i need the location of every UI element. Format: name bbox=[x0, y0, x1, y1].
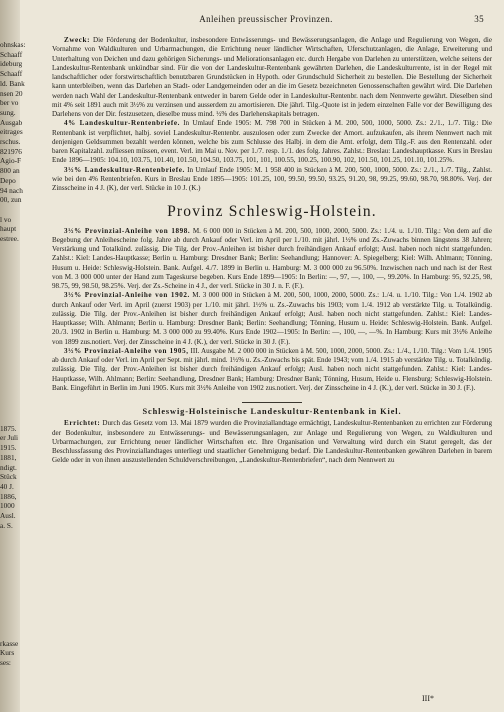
left-margin-fragments bbox=[0, 40, 36, 668]
paragraph-lead: 3½% Provinzial-Anleihe von 1902. bbox=[64, 291, 190, 300]
margin-fragment: nsen 20 bbox=[0, 88, 23, 98]
margin-fragment: Ausl. bbox=[0, 511, 16, 521]
margin-fragment: 94 nach bbox=[0, 185, 23, 195]
margin-fragment: estree. bbox=[0, 234, 19, 244]
paragraph-lead: 3½% Provinzial-Anleihe von 1898. bbox=[64, 226, 191, 235]
margin-fragment: eitrages bbox=[0, 127, 23, 137]
paragraph-body: Durch das Gesetz vom 13. Mai 1879 wurden die Provinziallandtage ermächtigt, Landeskultur-Rentenbanken zu errichten zur Förderung der Bodenkultur, insbesondere zu Entwässerungs- und Bewässerungsanlagen, zur Anlage und Regulierung von Wegen, zu Waldkulturen und Urbarmachungen, zur Errichtung neuer ländlicher Wirtschaften etc. Ihre Organisation und Verwaltung wird durch ein Statut geregelt, das der Beschlussfassung des Provinziallandtages unterliegt und staatlicher Genehmigung bedarf. Die Landeskultur-Rentenbanken gewähren Darlehen in barem Gelde oder in von ihnen auszustellenden Schuldverschreibungen, „Landeskultur-Rentenbriefen“, nach dem Nennwert zu bbox=[52, 419, 492, 465]
margin-fragment: sung. bbox=[0, 107, 16, 117]
paragraph-body: Die Förderung der Bodenkultur, insbesondere Entwässerungs- und Bewässerungsanlagen, die Anlage und Regulierung von Wegen, die Vornahme von Waldkulturen und Urbarmachungen, die Errichtung neuer ländlicher Wirtschaften, Uferschutzanlagen, die Anlage, Erweiterung und Unterhaltung von Deichen und dazu gehörigen Sicherungs- und Meliorationsanlagen etc. durch Hergabe von Darlehen zu unterstützen, welche seitens der Landeskultur-Rentenbank unkündbar sind. Für die von der Landeskultur-Rentenbank gewährten Darlehen, die Landeskulturrente, ist in der Regel mit landschaftlicher oder forstwirtschaftlich benutzbaren Grundstücken in Hypoth. oder Grundschuld Sicherheit zu bestellen. Die Bestellung der Sicherheit kann unterbleiben, wenn das Darlehen an Stadt- oder Landgemeinden oder an die im Gesetz bezeichneten Genossenschaften gewährt wird. Die Darlehen werden nach Wahl der Landeskultur-Rentenbank entweder in barem Gelde oder in Landeskultur-Rentenbr. nach dem Nennwerte gewährt. Dieselben sind mit 4% seit 1891 auch mit 3½% zu verzinsen und ausserdem zu amortisieren. Die jährl. Tilg.-Quote ist in jedem einzelnen Falle vor der Bewilligung des Darlehens von der Dir. festzusetzen, dieselbe muss mind. ½% des Darlehenskapitals betragen. bbox=[52, 36, 492, 118]
margin-fragment: Kurs bbox=[0, 648, 15, 658]
margin-fragment: 1886, bbox=[0, 491, 17, 501]
running-title: Anleihen preussischer Provinzen. bbox=[199, 14, 333, 24]
margin-fragment: Stück bbox=[0, 472, 17, 482]
paragraph-body: M. 3 000 000 in Stücken à M. 200, 500, 1000, 2000, 5000. Zs.: 1./4. u. 1./10. Tilg.: Von 1./4. 1902 ab durch Ankauf oder Verl. im April (zuerst 1903) per 1./10. mit jährl. 1½% u. Zs.-Zuwachs bis 1903; vom 1./4. 1912 ab verstärkte Tilg. u. Totalkündig. zulässig. Die Tilg. der Prov.-Anleihen ist bisher durch freihändigen Ankauf erfolgt; Ausl. haben noch nicht stattgefunden. Zahlst.: Kiel: Landes-Hauptkasse; Wilh. Ahlmann; Berlin u. Hamburg: Dresdner Bank; Berlin: Seehandlung; Tönning, Husum u. Heide: Schleswig-Holstein. Bank. Aufgel. 20./3. 1902 in Berlin u. Hamburg: M. 3 000 000 zu 99.40%. Kurs Ende 1902—1905: In Berlin: —, 100, —, —%. In Hamburg: Kurs mit 3½% Anleihe von 1899 zus.notiert. Verj. der Zinsscheine in 4 J. (K.), der verl. Stücke in 30 J. (F.). bbox=[52, 291, 492, 346]
margin-gap bbox=[0, 244, 36, 424]
main-text-column bbox=[52, 36, 492, 466]
signature-mark: III* bbox=[422, 694, 434, 703]
margin-fragment: Schaaff bbox=[0, 49, 23, 59]
paragraph bbox=[52, 347, 492, 393]
paragraph-body: In Umlauf Ende 1905: M. 1 958 400 in Stücken à M. 200, 500, 1000, 5000. Zs.: 2./1., 1./7. Tilg., Zahlst. wie bei den 4% Rentenbriefen. Kurs in Breslau Ende 1895—1905: 101.25, 100, 99.50, 99.50, 93.25, 91.20, 98, 99.25, 99.60, 98.70, 98.80%. Verj. der Zinsscheine in 4 J. (K), der verl. Stücke in 10 J. (K.) bbox=[52, 165, 492, 192]
margin-fragment: er Juli bbox=[0, 433, 19, 443]
margin-fragment: 40 J. bbox=[0, 481, 14, 491]
section-paragraphs bbox=[52, 419, 492, 465]
margin-fragment: ses: bbox=[0, 657, 11, 667]
province-paragraphs bbox=[52, 227, 492, 394]
paragraph-lead: 3½% Landeskultur-Rentenbriefe. bbox=[64, 165, 185, 174]
margin-fragment: rkasse bbox=[0, 638, 19, 648]
margin-fragment: Agio-F bbox=[0, 156, 22, 166]
paragraph-lead: Zweck: bbox=[64, 36, 91, 44]
margin-fragment: haupt bbox=[0, 224, 17, 234]
section-divider bbox=[242, 402, 302, 403]
top-paragraphs bbox=[52, 36, 492, 193]
margin-fragment: 1881, bbox=[0, 452, 17, 462]
margin-fragment: 800 an bbox=[0, 166, 20, 176]
margin-fragment: ndigt. bbox=[0, 462, 17, 472]
province-heading: Provinz Schleswig-Holstein. bbox=[167, 203, 377, 221]
paragraph-lead: Errichtet: bbox=[64, 419, 101, 428]
margin-fragment: a. S. bbox=[0, 520, 13, 530]
section-heading: Schleswig-Holsteinische Landeskultur-Rentenbank in Kiel. bbox=[142, 407, 402, 416]
margin-fragment: 1875. bbox=[0, 423, 17, 433]
margin-fragment: Schaaff bbox=[0, 69, 23, 79]
paragraph-lead: 4% Landeskultur-Rentenbriefe. bbox=[64, 119, 180, 128]
paragraph bbox=[52, 227, 492, 292]
margin-fragment: 00, zun bbox=[0, 195, 22, 205]
paragraph bbox=[52, 119, 492, 165]
paragraph-body: M. 6 000 000 in Stücken à M. 200, 500, 1000, 2000, 5000. Zs.: 1./4. u. 1./10. Tilg.: Von dem auf die Begebung der Anleihescheine folg. Jahre ab durch Ankauf oder Verl. im April per 1./10. mit jährl. 1½% und Zs.-Zuwachs binnen längstens 38 Jahren; Verstärkung und Totalkünd. zulässig. Die Tilg. der Prov.-Anleihen ist bisher durch freihändigen Ankauf erfolgt; Ausl. haben noch nicht stattgefunden. Zahlst.: Kiel: Landes-Hauptkasse; Berlin u. Hamburg: Dresdner Bank; Berlin: Seehandlung; Hannover: A. Spiegelberg; Kiel: Wilh. Ahlmann; Tönning, Husum u. Heide: Schleswig-Holstein. Bank. Aufgel. 4./7. 1899 in Berlin u. Hamburg: M. 3 000 000 zu 96.50%. Inzwischen nach und nach ist der Rest von M. 3 000 000 unter der Hand zum Tageskurse begeben. Kurs Ende 1899—1905: In Berlin: —, 97, —, 100, —, 99.20%. In Hamburg: 95, 92.25, 98, 98.75, 99, 98.50, 98.25%. Verj. der Zs.-Scheine in 4 J., der verl. Stücke in 30 J. n. F. (F.). bbox=[52, 226, 492, 290]
paragraph-lead: 3½% Provinzial-Anleihe von 1905, bbox=[64, 346, 189, 355]
paragraph bbox=[52, 166, 492, 194]
paragraph bbox=[52, 291, 492, 347]
margin-fragment: rschus. bbox=[0, 137, 21, 147]
running-header bbox=[44, 14, 488, 28]
paragraph-body: In Umlauf Ende 1905: M. 798 700 in Stücken à M. 200, 500, 1000, 5000. Zs.: 2./1., 1./7. Tilg.: Die Rentenbank ist verpflichtet, halbj. soviel Landeskultur-Rentenbr. auszulosen oder zum Zwecke der Amort. aufzukaufen, als ihrem Nennwert nach mit denjenigen Geldsummen bezahlt werden können, welche bis zum Schlusse des Halbj. in dem die Amt. erfolgt, dem Tilg.-F. aus den Rentenzahl. oder baren Kapitalzahl. zufliessen müssen, event. Verl. im Mai u. Nov. per 1./7. resp. 1./1. des folg. Jahres. Zahlst.: Breslau: Landeshauptkasse. Kurs in Breslau Ende 1896—1905: 104.10, 103.75, 101.40, 101.50, 104.50, 103.75, 101, 101, 100.55, 100.25, 100.90, 102, 101.50, 101.25, 101.10, 101.25%. bbox=[52, 119, 492, 165]
page-number: 35 bbox=[474, 14, 484, 24]
margin-fragment: 1915. bbox=[0, 443, 17, 453]
margin-fragment: ohnskas: bbox=[0, 40, 26, 49]
margin-fragment: Depo bbox=[0, 175, 16, 185]
margin-fragment: l vo bbox=[0, 214, 12, 224]
margin-fragment: ideburg bbox=[0, 59, 23, 69]
margin-fragment: 821976 bbox=[0, 146, 22, 156]
margin-fragment: ld. Bank bbox=[0, 78, 25, 88]
margin-fragment bbox=[0, 205, 36, 215]
margin-fragment: Ausgab bbox=[0, 117, 23, 127]
margin-fragment: 1000 bbox=[0, 501, 15, 511]
paragraph-body: III. Ausgabe M. 2 000 000 in Stücken à M. 500, 1000, 2000, 5000. Zs.: 1./4., 1./10. Tilg.: Vom 1./4. 1905 ab durch Ankauf oder Verl. im April per Sept. mit jährl. mind. 1½% u. Zs.-Zuwachs bis spät. Ende 1943; vom 1./4. 1915 ab verstärkte Tilg. u. Totalkündig. zulässig. Die Tilg. der Prov.-Anleihen ist bisher durch freihändigen Ankauf erfolgt; Ausl. haben noch nicht stattgefunden. Zahlst.: Kiel: Landes-Hauptkasse, Wilh. Ahlmann; Berlin: Seehandlung, Dresdner Bank; Hamburg: Dresdner Bank; Tönning, Husum, Heide u. Flensburg: Schleswig-Holstein. Bank. Eingeführt in Berlin im Juni 1905. Kurs mit 3½% Anleihe von 1902 zus.notiert. Verj. der Zinsscheine in 4 J. (K.), der verl. Stücke in 30 J. (F.). bbox=[52, 346, 492, 392]
margin-fragment: ber vo bbox=[0, 98, 19, 108]
margin-gap bbox=[0, 531, 36, 639]
paragraph bbox=[52, 419, 492, 465]
paragraph bbox=[52, 36, 492, 119]
